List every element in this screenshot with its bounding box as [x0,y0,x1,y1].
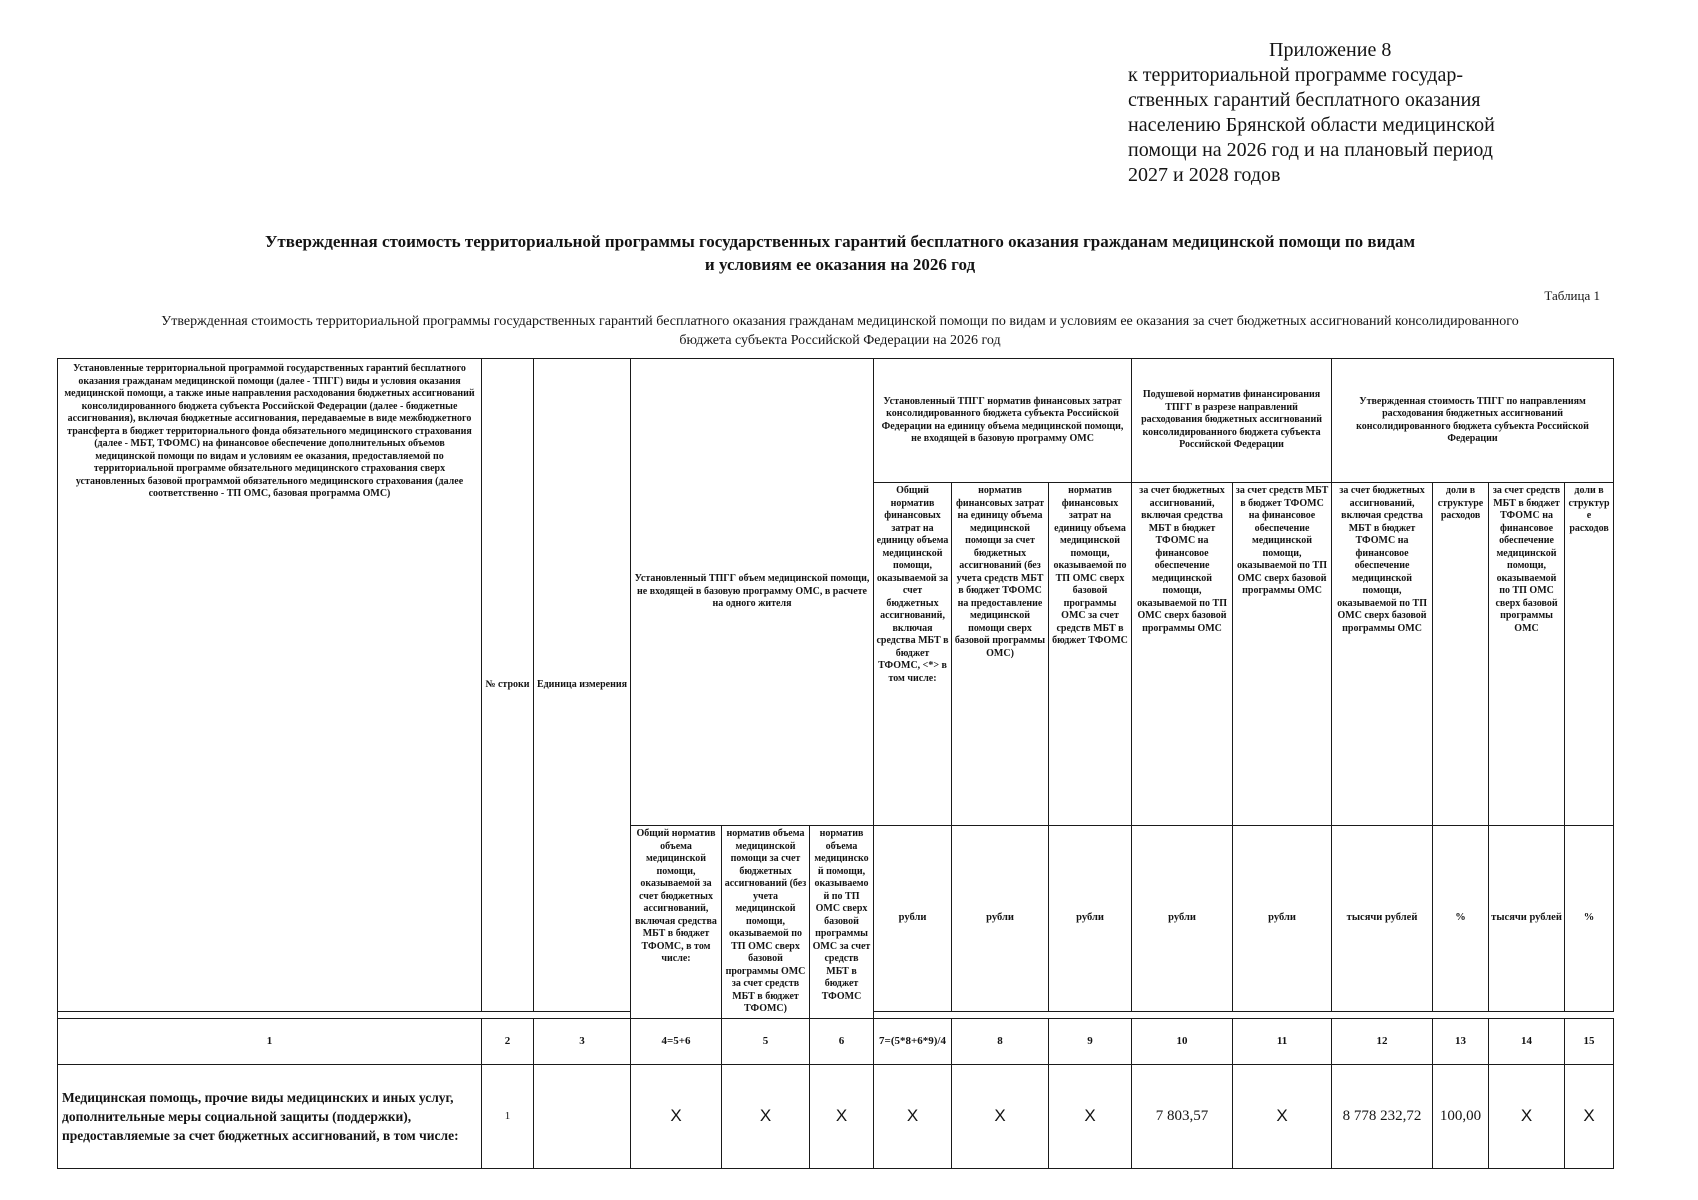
cell-col-15: X [1565,1064,1614,1168]
header-col-5: норматив объема медицинской помощи за счет бюджетных ассигнований (без учета медицинской помощи, оказываемой по ТП ОМС сверх базовой программы ОМС за счет средств МБТ в бюджет ТФОМС) [722,826,810,1019]
appendix-heading [1128,38,1548,188]
cell-col-11: X [1233,1064,1332,1168]
index-cell: 12 [1332,1018,1433,1064]
cell-col-13: 100,00 [1433,1064,1489,1168]
document-title-line: и условиям ее оказания на 2026 год [704,255,976,274]
cell-col-12: 8 778 232,72 [1332,1064,1433,1168]
row-unit [534,1064,631,1168]
header-col-8: норматив финансовых затрат на единицу объема медицинской помощи за счет бюджетных ассигнований (без учета средств МБТ в бюджет ТФОМС на предоставление медицинской помощи сверх базовой программы ОМС) [952,483,1049,826]
index-cell: 6 [810,1018,874,1064]
appendix-line: к территориальной программе государ- [1128,64,1464,86]
index-cell: 2 [482,1018,534,1064]
cell-col-5: X [722,1064,810,1168]
index-cell: 4=5+6 [631,1018,722,1064]
index-cell: 15 [1565,1018,1614,1064]
appendix-line: ственных гарантий бесплатного оказания [1128,89,1481,111]
index-cell: 5 [722,1018,810,1064]
header-description: Установленные территориальной программой государственных гарантий бесплатного оказания гражданам медицинской помощи (далее - ТПГГ) виды и условия оказания медицинской помощи, а также иные направления расходования бюджетных ассигнований консолидированного бюджета субъекта Российской Федерации (далее - бюджетные ассигнования), включая бюджетные ассигнования, передаваемые в виде межбюджетного трансферта в бюджет территориального фонда обязательного медицинского страхования (далее - МБТ, ТФОМС) на финансовое обеспечение дополнительных объемов медицинской помощи по видам и условиям ее оказания, предоставляемой по территориальной программе обязательного медицинского страхования сверх установленных базовой программой обязательного медицинского страхования (далее соответственно - ТП ОМС, базовая программа ОМС) [58,359,482,1012]
cell-col-14: X [1489,1064,1565,1168]
appendix-number: Приложение 8 [1269,39,1392,61]
unit-col-14: тысячи рублей [1489,826,1565,1012]
header-group-cost-norm: Установленный ТПГГ норматив финансовых затрат консолидированного бюджета субъекта Российской Федерации на единицу объема медицинской помощи, не входящей в базовую программу ОМС [874,359,1132,483]
cell-col-9: X [1049,1064,1132,1168]
header-col-12: за счет бюджетных ассигнований, включая средства МБТ в бюджет ТФОМС на финансовое обеспечение медицинской помощи, оказываемой по ТП ОМС сверх базовой программы ОМС [1332,483,1433,826]
unit-col-13: % [1433,826,1489,1012]
header-col-13: доли в структуре расходов [1433,483,1489,826]
appendix-line: 2027 и 2028 годов [1128,164,1281,186]
appendix-line: помощи на 2026 год и на плановый период [1128,139,1493,161]
header-col-11: за счет средств МБТ в бюджет ТФОМС на финансовое обеспечение медицинской помощи, оказываемой по ТП ОМС сверх базовой программы ОМС [1233,483,1332,826]
index-cell: 14 [1489,1018,1565,1064]
header-group-volume: Установленный ТПГГ объем медицинской помощи, не входящей в базовую программу ОМС, в расчете на одного жителя [631,359,874,826]
row-label: Медицинская помощь, прочие виды медицинских и иных услуг, дополнительные меры социальной защиты (поддержки), предоставляемые за счет бюджетных ассигнований, в том числе: [58,1064,482,1168]
header-col-4: Общий норматив объема медицинской помощи, оказываемой за счет бюджетных ассигнований, включая средства МБТ в бюджет ТФОМС, в том числе: [631,826,722,1019]
header-row-number: № строки [482,359,534,1012]
header-col-9: норматив финансовых затрат на единицу объема медицинской помощи, оказываемой по ТП ОМС сверх базовой программы ОМС за счет средств МБТ в бюджет ТФОМС [1049,483,1132,826]
table-subtitle [60,312,1620,350]
cell-col-4: X [631,1064,722,1168]
index-cell: 13 [1433,1018,1489,1064]
table-subtitle-line: Утвержденная стоимость территориальной программы государственных гарантий бесплатного оказания гражданам медицинской помощи по видам и условиям ее оказания за счет бюджетных ассигнований консолидированного [161,314,1519,329]
appendix-line: населению Брянской области медицинской [1128,114,1495,136]
cell-col-6: X [810,1064,874,1168]
header-col-10: за счет бюджетных ассигнований, включая средства МБТ в бюджет ТФОМС на финансовое обеспечение медицинской помощи, оказываемой по ТП ОМС сверх базовой программы ОМС [1132,483,1233,826]
unit-col-7: рубли [874,826,952,1012]
unit-col-11: рубли [1233,826,1332,1012]
index-cell: 11 [1233,1018,1332,1064]
document-title-line: Утвержденная стоимость территориальной программы государственных гарантий бесплатного оказания гражданам медицинской помощи по видам [264,232,1416,251]
cell-col-7: X [874,1064,952,1168]
index-cell: 7=(5*8+6*9)/4 [874,1018,952,1064]
header-group-per-capita: Подушевой норматив финансирования ТПГГ в разрезе направлений расходования бюджетных ассигнований консолидированного бюджета субъекта Российской Федерации [1132,359,1332,483]
header-unit: Единица измерения [534,359,631,1012]
header-group-approved-cost: Утвержденная стоимость ТПГГ по направлениям расходования бюджетных ассигнований консолидированного бюджета субъекта Российской Федерации [1332,359,1614,483]
unit-col-9: рубли [1049,826,1132,1012]
table-subtitle-line: бюджета субъекта Российской Федерации на 2026 год [679,333,1001,348]
index-cell: 9 [1049,1018,1132,1064]
header-col-14: за счет средств МБТ в бюджет ТФОМС на финансовое обеспечение медицинской помощи, оказываемой по ТП ОМС сверх базовой программы ОМС [1489,483,1565,826]
header-col-15: доли в структуре расходов [1565,483,1614,826]
index-cell: 3 [534,1018,631,1064]
row-number: 1 [482,1064,534,1168]
cell-col-10: 7 803,57 [1132,1064,1233,1168]
header-col-7: Общий норматив финансовых затрат на единицу объема медицинской помощи, оказываемой за счет бюджетных ассигнований, включая средства МБТ в бюджет ТФОМС, <*> в том числе: [874,483,952,826]
unit-col-10: рубли [1132,826,1233,1012]
index-cell: 1 [58,1018,482,1064]
index-cell: 8 [952,1018,1049,1064]
header-col-6: норматив объема медицинской помощи, оказываемой по ТП ОМС сверх базовой программы ОМС за счет средств МБТ в бюджет ТФОМС [810,826,874,1019]
unit-col-15: % [1565,826,1614,1012]
cell-col-8: X [952,1064,1049,1168]
table-label: Таблица 1 [1544,288,1600,303]
unit-col-12: тысячи рублей [1332,826,1433,1012]
table-row [58,1064,1614,1168]
cost-table [57,358,1614,1169]
unit-col-8: рубли [952,826,1049,1012]
index-cell: 10 [1132,1018,1233,1064]
document-title [160,230,1520,276]
